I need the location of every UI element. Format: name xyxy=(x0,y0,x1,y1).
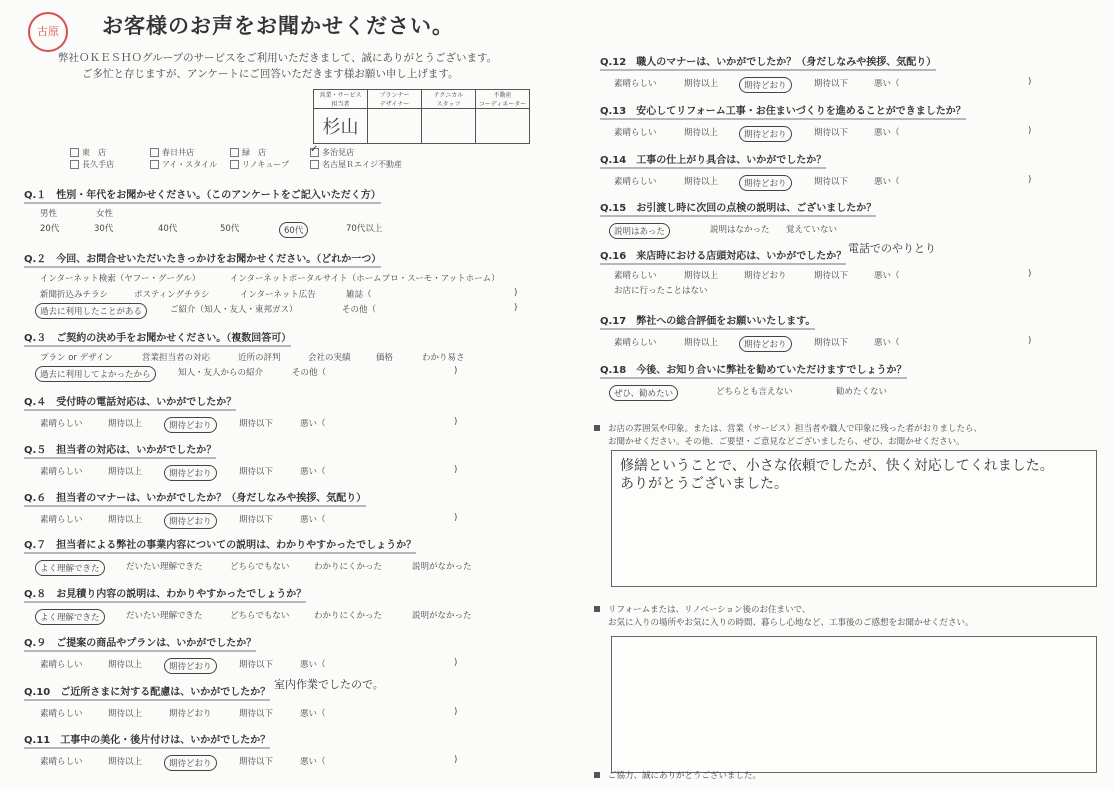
rating-below[interactable]: 期待以下 xyxy=(814,128,849,138)
rating-below[interactable]: 期待以下 xyxy=(239,419,274,429)
question-title: Q.14 工事の仕上がり具合は、いかがでしたか？ xyxy=(600,151,826,169)
store-checkbox[interactable] xyxy=(230,160,239,169)
rating-above[interactable]: 期待以上 xyxy=(684,128,719,138)
store-label: 東 店 xyxy=(82,147,106,157)
option-no-explanation[interactable]: 説明がなかった xyxy=(412,562,472,572)
rating-below[interactable]: 期待以下 xyxy=(814,177,849,187)
question-9 xyxy=(24,631,464,672)
rating-close: ) xyxy=(454,465,458,475)
option-magazine-close: ) xyxy=(514,288,518,298)
option-not-recommend[interactable]: 勧めたくない xyxy=(836,387,888,397)
comment-prompt-1: お店の雰囲気や印象。または、営業（サービス）担当者や職人で印象に残った者がおりましたら、 お聞かせください。その他、ご要望・ご意見などございましたら、ぜひ、お聞かせください。 xyxy=(594,423,982,449)
question-title: Q.17 弊社への総合評価をお願いいたします。 xyxy=(600,312,815,330)
store-list xyxy=(70,146,430,170)
option-used-before-selected[interactable]: 過去に利用したことがある xyxy=(35,303,147,319)
rating-as-expected-selected[interactable]: 期待どおり xyxy=(164,513,217,529)
rating-close: ) xyxy=(1028,126,1032,136)
rating-bad[interactable]: 悪い（ xyxy=(874,128,900,138)
question-3 xyxy=(24,326,524,379)
rating-below[interactable]: 期待以下 xyxy=(239,467,274,477)
question-10 xyxy=(24,680,464,721)
rating-excellent[interactable]: 素晴らしい xyxy=(40,419,83,429)
option-not-explained[interactable]: 説明はなかった xyxy=(710,225,770,235)
store-checkbox[interactable] xyxy=(230,148,239,157)
rating-above[interactable]: 期待以上 xyxy=(108,515,143,525)
rating-as-expected-selected[interactable]: 期待どおり xyxy=(164,755,217,771)
rating-below[interactable]: 期待以下 xyxy=(239,757,274,767)
question-7 xyxy=(24,533,504,574)
rating-excellent[interactable]: 素晴らしい xyxy=(614,271,657,281)
question-8 xyxy=(24,582,504,623)
option-recommend-selected[interactable]: ぜひ、勧めたい xyxy=(609,385,678,401)
question-title: Q.７ 担当者による弊社の事業内容についての説明は、わかりやすかったでしょうか？ xyxy=(24,536,416,554)
option-age-40[interactable]: 40代 xyxy=(158,224,178,234)
intro-line-1: 弊社ＯＫＥＳＨＯグループのサービスをご利用いただきまして、誠にありがとうございます。 xyxy=(58,52,498,64)
option-referral[interactable]: ご紹介（知人・友人・東邦ガス） xyxy=(170,305,298,315)
rating-bad[interactable]: 悪い（ xyxy=(300,419,326,429)
rating-close: ) xyxy=(1028,336,1032,346)
store-label: 緑 店 xyxy=(242,147,266,157)
question-18 xyxy=(600,358,1040,399)
option-other-close: ) xyxy=(514,303,518,313)
question-title: Q.16 来店時における店頭対応は、いかがでしたか？ xyxy=(600,247,846,265)
rating-below[interactable]: 期待以下 xyxy=(814,79,849,89)
option-male[interactable]: 男性 xyxy=(40,209,58,219)
rating-below[interactable]: 期待以下 xyxy=(814,338,849,348)
rating-below[interactable]: 期待以下 xyxy=(814,271,849,281)
rating-as-expected-selected[interactable]: 期待どおり xyxy=(164,465,217,481)
option-understood-well-selected[interactable]: よく理解できた xyxy=(35,609,105,625)
option-age-50[interactable]: 50代 xyxy=(220,224,240,234)
question-6 xyxy=(24,486,464,527)
store-checkbox-checked[interactable] xyxy=(310,148,319,157)
question-title: Q.18 今後、お知り合いに弊社を勧めていただけますでしょうか？ xyxy=(600,361,907,379)
page-title: お客様のお声をお聞かせください。 xyxy=(102,14,454,38)
question-15 xyxy=(600,196,1040,237)
rating-excellent[interactable]: 素晴らしい xyxy=(614,177,657,187)
option-never-visited[interactable]: お店に行ったことはない xyxy=(614,286,708,296)
option-track-record[interactable]: 会社の実績 xyxy=(308,353,351,363)
rating-above[interactable]: 期待以上 xyxy=(108,757,143,767)
rating-excellent[interactable]: 素晴らしい xyxy=(40,660,83,670)
rating-bad[interactable]: 悪い（ xyxy=(874,271,900,281)
question-title: Q.４ 受付時の電話対応は、いかがでしたか？ xyxy=(24,393,236,411)
question-title: Q.１ 性別・年代をお聞かせください。（このアンケートをご記入いただく方） xyxy=(24,186,381,204)
rating-below[interactable]: 期待以下 xyxy=(239,660,274,670)
rating-close: ) xyxy=(1028,77,1032,87)
question-title: Q.２ 今回、お問合せいただいたきっかけをお聞かせください。（どれか一つ） xyxy=(24,250,381,268)
option-dont-remember[interactable]: 覚えていない xyxy=(786,225,838,235)
store-label: 長久手店 xyxy=(82,159,114,169)
staff-header-sales: 営業・サービス 担当者 xyxy=(314,90,368,109)
rating-bad[interactable]: 悪い（ xyxy=(874,79,900,89)
store-label: リノキューブ xyxy=(242,159,289,169)
rating-above[interactable]: 期待以上 xyxy=(108,419,143,429)
option-hard-to-understand[interactable]: わかりにくかった xyxy=(314,611,383,621)
rating-excellent[interactable]: 素晴らしい xyxy=(614,338,657,348)
rating-bad[interactable]: 悪い（ xyxy=(300,660,326,670)
question-title: Q.13 安心してリフォーム工事・お住まいづくりを進めることができましたか？ xyxy=(600,102,966,120)
option-neutral[interactable]: どちらでもない xyxy=(230,611,290,621)
intro-line-2: ご多忙と存じますが、アンケートにご回答いただきます様お願い申し上げます。 xyxy=(82,68,459,80)
rating-bad[interactable]: 悪い（ xyxy=(300,709,326,719)
store-checkbox[interactable] xyxy=(150,160,159,169)
rating-as-expected-selected[interactable]: 期待どおり xyxy=(739,175,792,191)
question-11 xyxy=(24,728,464,769)
question-title: Q.15 お引渡し時に次回の点検の説明は、ございましたか？ xyxy=(600,199,876,217)
question-4 xyxy=(24,390,464,431)
store-label: 多治見店 xyxy=(322,147,354,157)
rating-as-expected-selected[interactable]: 期待どおり xyxy=(739,77,792,93)
rating-close: ) xyxy=(454,658,458,668)
option-other[interactable]: その他（ xyxy=(342,305,377,315)
question-title: Q.９ ご提案の商品やプランは、いかがでしたか？ xyxy=(24,634,256,652)
question-13 xyxy=(600,99,1040,140)
question-title: Q.８ お見積り内容の説明は、わかりやすかったでしょうか？ xyxy=(24,585,306,603)
rating-bad[interactable]: 悪い（ xyxy=(300,515,326,525)
handwritten-note: 電話でのやりとり xyxy=(848,242,936,255)
option-mostly-understood[interactable]: だいたい理解できた xyxy=(126,562,203,572)
rating-excellent[interactable]: 素晴らしい xyxy=(614,79,657,89)
rating-bad[interactable]: 悪い（ xyxy=(300,467,326,477)
option-friend-referral[interactable]: 知人・友人からの紹介 xyxy=(178,368,264,378)
option-understood-well-selected[interactable]: よく理解できた xyxy=(35,560,105,576)
staff-table xyxy=(313,89,530,144)
handwritten-note: 室内作業でしたので。 xyxy=(274,678,384,691)
option-no-explanation[interactable]: 説明がなかった xyxy=(412,611,472,621)
option-newspaper-flyer[interactable]: 新聞折込みチラシ xyxy=(40,290,109,300)
rating-above[interactable]: 期待以上 xyxy=(108,467,143,477)
staff-header-technical: テクニカル スタッフ xyxy=(422,90,476,109)
option-neither[interactable]: どちらとも言えない xyxy=(716,387,793,397)
staff-value-realestate[interactable] xyxy=(476,109,530,144)
option-clarity[interactable]: わかり易さ xyxy=(422,353,465,363)
staff-value-sales[interactable]: 杉山 xyxy=(314,109,368,144)
question-2 xyxy=(24,247,524,316)
store-label: アイ・スタイル xyxy=(162,159,218,169)
question-12 xyxy=(600,50,1040,91)
store-checkbox[interactable] xyxy=(70,160,79,169)
rating-close: ) xyxy=(454,513,458,523)
option-sales-rep[interactable]: 営業担当者の対応 xyxy=(142,353,211,363)
store-checkbox[interactable] xyxy=(70,148,79,157)
rating-close: ) xyxy=(1028,269,1032,279)
rating-close: ) xyxy=(454,417,458,427)
option-price[interactable]: 価格 xyxy=(376,353,394,363)
question-title: Q.10 ご近所さまに対する配慮は、いかがでしたか？ xyxy=(24,683,270,701)
rating-close: ) xyxy=(454,707,458,717)
staff-value-planner[interactable] xyxy=(368,109,422,144)
bullet-square-icon xyxy=(594,425,600,431)
option-portal-site[interactable]: インターネットポータルサイト（ホームプロ・スーモ・アットホーム） xyxy=(230,274,500,284)
rating-bad[interactable]: 悪い（ xyxy=(874,338,900,348)
option-age-60-selected[interactable]: 60代 xyxy=(279,222,308,238)
rating-above[interactable]: 期待以上 xyxy=(684,338,719,348)
approval-stamp: 古原 xyxy=(28,12,68,52)
option-magazine[interactable]: 雑誌（ xyxy=(346,290,372,300)
question-title: Q.６ 担当者のマナーは、いかがでしたか？（身だしなみや挨拶、気配り） xyxy=(24,489,366,507)
option-female[interactable]: 女性 xyxy=(96,209,114,219)
option-other-close: ) xyxy=(454,366,458,376)
option-age-30[interactable]: 30代 xyxy=(94,224,114,234)
rating-below[interactable]: 期待以下 xyxy=(239,515,274,525)
comment-box-2[interactable] xyxy=(611,636,1097,773)
option-good-past-experience-selected[interactable]: 過去に利用してよかったから xyxy=(35,366,156,382)
footer xyxy=(594,770,761,783)
option-explained-selected[interactable]: 説明はあった xyxy=(609,223,670,239)
rating-as-expected-selected[interactable]: 期待どおり xyxy=(739,336,792,352)
rating-as-expected-selected[interactable]: 期待どおり xyxy=(164,417,217,433)
store-label: 春日井店 xyxy=(162,147,194,157)
rating-bad[interactable]: 悪い（ xyxy=(874,177,900,187)
question-title: Q.５ 担当者の対応は、いかがでしたか？ xyxy=(24,441,216,459)
intro-text xyxy=(58,50,497,82)
comment-prompt-2: リフォームまたは、リノベーション後のお住まいで、 お気に入りの場所やお気に入りの時間、暮らし心地など、工事後のご感想をお聞かせください。 xyxy=(594,604,974,630)
store-checkbox[interactable] xyxy=(150,148,159,157)
question-5 xyxy=(24,438,464,479)
rating-above[interactable]: 期待以上 xyxy=(684,79,719,89)
rating-as-expected-selected[interactable]: 期待どおり xyxy=(164,658,217,674)
rating-excellent[interactable]: 素晴らしい xyxy=(40,467,83,477)
comment-answer-line-2: ありがとうございました。 xyxy=(620,476,788,492)
rating-close: ) xyxy=(1028,175,1032,185)
store-checkbox[interactable] xyxy=(310,160,319,169)
option-age-70plus[interactable]: 70代以上 xyxy=(346,224,383,234)
rating-excellent[interactable]: 素晴らしい xyxy=(40,757,83,767)
option-internet-search[interactable]: インターネット検索（ヤフー・グーグル） xyxy=(40,274,201,284)
bullet-square-icon xyxy=(594,772,600,778)
rating-above[interactable]: 期待以上 xyxy=(684,177,719,187)
rating-as-expected[interactable]: 期待どおり xyxy=(169,709,212,719)
rating-above[interactable]: 期待以上 xyxy=(108,660,143,670)
comment-box-1[interactable] xyxy=(611,450,1097,587)
rating-as-expected[interactable]: 期待どおり xyxy=(744,271,787,281)
option-neutral[interactable]: どちらでもない xyxy=(230,562,290,572)
question-title: Q.３ ご契約の決め手をお聞かせください。（複数回答可） xyxy=(24,329,291,347)
option-posting-flyer[interactable]: ポスティングチラシ xyxy=(134,290,210,300)
rating-above[interactable]: 期待以上 xyxy=(684,271,719,281)
question-16 xyxy=(600,244,1040,298)
rating-close: ) xyxy=(454,755,458,765)
question-17 xyxy=(600,309,1040,350)
option-plan-design[interactable]: プラン or デザイン xyxy=(40,353,114,363)
option-reputation[interactable]: 近所の評判 xyxy=(238,353,281,363)
question-14 xyxy=(600,148,1040,189)
store-label: 名古屋Ｒエイジ不動産 xyxy=(322,159,402,169)
staff-value-technical[interactable] xyxy=(422,109,476,144)
question-title: Q.12 職人のマナーは、いかがでしたか？（身だしなみや挨拶、気配り） xyxy=(600,53,936,71)
rating-bad[interactable]: 悪い（ xyxy=(300,757,326,767)
rating-excellent[interactable]: 素晴らしい xyxy=(40,709,83,719)
option-hard-to-understand[interactable]: わかりにくかった xyxy=(314,562,383,572)
rating-excellent[interactable]: 素晴らしい xyxy=(40,515,83,525)
rating-above[interactable]: 期待以上 xyxy=(108,709,143,719)
rating-excellent[interactable]: 素晴らしい xyxy=(614,128,657,138)
question-title: Q.11 工事中の美化・後片付けは、いかがでしたか？ xyxy=(24,731,270,749)
staff-header-realestate: 不動産 コーディネーター xyxy=(476,90,530,109)
bullet-square-icon xyxy=(594,606,600,612)
option-other[interactable]: その他（ xyxy=(292,368,327,378)
rating-below[interactable]: 期待以下 xyxy=(239,709,274,719)
comment-answer-line-1: 修繕ということで、小さな依頼でしたが、快く対応してくれました。 xyxy=(620,458,1054,474)
question-1 xyxy=(24,183,444,235)
staff-header-planner: プランナー デザイナー xyxy=(368,90,422,109)
option-mostly-understood[interactable]: だいたい理解できた xyxy=(126,611,203,621)
option-age-20[interactable]: 20代 xyxy=(40,224,60,234)
option-internet-ad[interactable]: インターネット広告 xyxy=(240,290,316,300)
rating-as-expected-selected[interactable]: 期待どおり xyxy=(739,126,792,142)
footer-text: ご協力、誠にありがとうございました。 xyxy=(608,771,762,781)
